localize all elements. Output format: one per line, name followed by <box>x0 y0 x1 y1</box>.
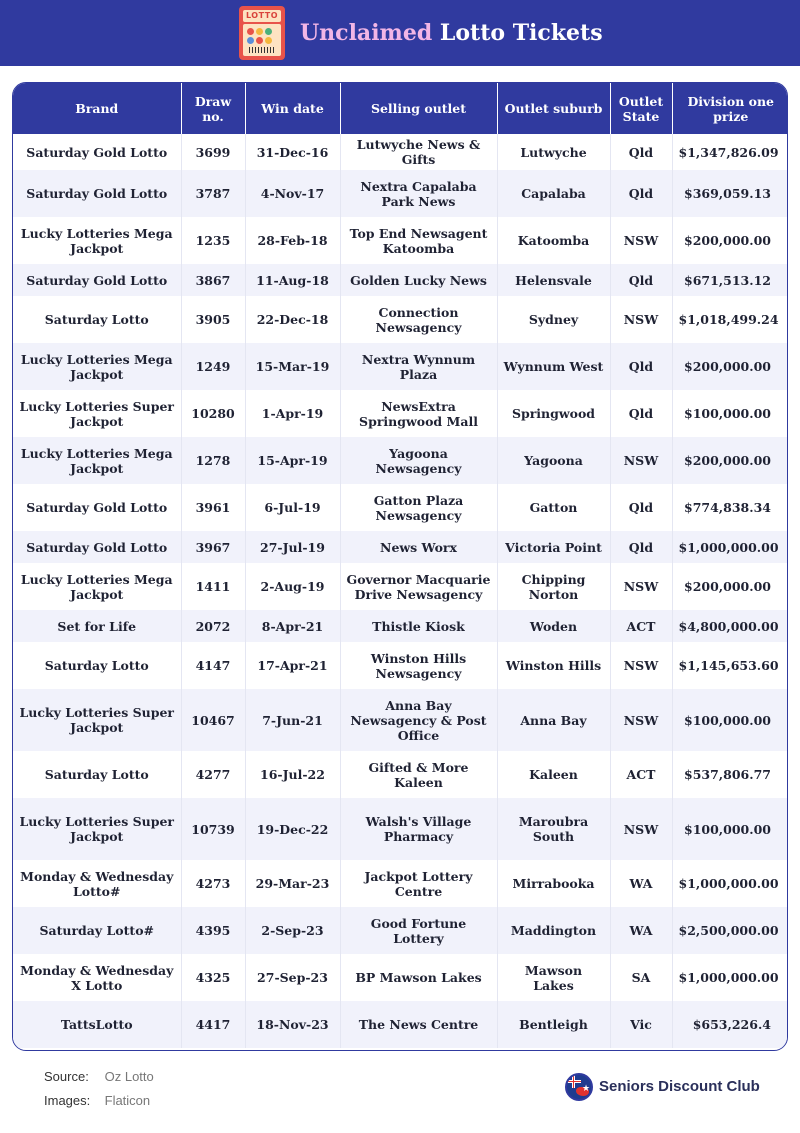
selling-outlet-cell: Thistle Kiosk <box>340 610 497 642</box>
column-header-division-one-prize: Division one prize <box>672 83 788 134</box>
table-row <box>13 264 788 296</box>
brand-cell: Lucky Lotteries Super Jackpot <box>13 390 181 437</box>
win-date-cell: 2-Aug-19 <box>245 563 340 610</box>
division-one-prize-cell: $100,000.00 <box>672 798 788 860</box>
table-row <box>13 860 788 907</box>
selling-outlet-cell: Jackpot Lottery Centre <box>340 860 497 907</box>
table-row <box>13 642 788 689</box>
selling-outlet-cell: Winston Hills Newsagency <box>340 642 497 689</box>
division-one-prize-cell: $4,800,000.00 <box>672 610 788 642</box>
draw-no-cell: 10280 <box>181 390 245 437</box>
brand-cell: Lucky Lotteries Mega Jackpot <box>13 563 181 610</box>
table-row <box>13 563 788 610</box>
selling-outlet-cell: Lutwyche News & Gifts <box>340 134 497 170</box>
win-date-cell: 27-Jul-19 <box>245 531 340 563</box>
table-row <box>13 134 788 170</box>
brand-cell: Lucky Lotteries Mega Jackpot <box>13 437 181 484</box>
selling-outlet-cell: News Worx <box>340 531 497 563</box>
division-one-prize-cell: $537,806.77 <box>672 751 788 798</box>
brand-cell: Saturday Lotto# <box>13 907 181 954</box>
table-row <box>13 954 788 1001</box>
draw-no-cell: 1249 <box>181 343 245 390</box>
page-title-accent: Unclaimed <box>300 20 433 46</box>
outlet-suburb-cell: Mawson Lakes <box>497 954 610 1001</box>
table-row <box>13 170 788 217</box>
brand-cell: Monday & Wednesday X Lotto <box>13 954 181 1001</box>
table-row <box>13 390 788 437</box>
draw-no-cell: 4273 <box>181 860 245 907</box>
win-date-cell: 11-Aug-18 <box>245 264 340 296</box>
division-one-prize-cell: $1,145,653.60 <box>672 642 788 689</box>
header-banner <box>0 0 800 66</box>
draw-no-cell: 4147 <box>181 642 245 689</box>
draw-no-cell: 10467 <box>181 689 245 751</box>
outlet-suburb-cell: Helensvale <box>497 264 610 296</box>
brand-cell: Saturday Gold Lotto <box>13 134 181 170</box>
table-row <box>13 610 788 642</box>
outlet-state-cell: Qld <box>610 390 672 437</box>
selling-outlet-cell: Nextra Capalaba Park News <box>340 170 497 217</box>
table-row <box>13 531 788 563</box>
selling-outlet-cell: Anna Bay Newsagency & Post Office <box>340 689 497 751</box>
lotto-ticket-icon-label: LOTTO <box>245 11 278 20</box>
outlet-state-cell: Qld <box>610 170 672 217</box>
outlet-suburb-cell: Lutwyche <box>497 134 610 170</box>
outlet-suburb-cell: Yagoona <box>497 437 610 484</box>
draw-no-cell: 1278 <box>181 437 245 484</box>
column-header-draw-no: Draw no. <box>181 83 245 134</box>
table-header-row <box>13 83 788 134</box>
draw-no-cell: 10739 <box>181 798 245 860</box>
selling-outlet-cell: Yagoona Newsagency <box>340 437 497 484</box>
division-one-prize-cell: $369,059.13 <box>672 170 788 217</box>
division-one-prize-cell: $774,838.34 <box>672 484 788 531</box>
column-header-selling-outlet: Selling outlet <box>340 83 497 134</box>
selling-outlet-cell: NewsExtra Springwood Mall <box>340 390 497 437</box>
division-one-prize-cell: $671,513.12 <box>672 264 788 296</box>
brand-name: Seniors Discount Club <box>599 1078 760 1095</box>
table-row <box>13 217 788 264</box>
outlet-suburb-cell: Capalaba <box>497 170 610 217</box>
win-date-cell: 4-Nov-17 <box>245 170 340 217</box>
outlet-suburb-cell: Springwood <box>497 390 610 437</box>
win-date-cell: 22-Dec-18 <box>245 296 340 343</box>
win-date-cell: 8-Apr-21 <box>245 610 340 642</box>
draw-no-cell: 3961 <box>181 484 245 531</box>
brand-cell: Saturday Lotto <box>13 751 181 798</box>
table-row <box>13 798 788 860</box>
outlet-state-cell: NSW <box>610 798 672 860</box>
images-value: Flaticon <box>104 1093 151 1108</box>
outlet-state-cell: NSW <box>610 689 672 751</box>
outlet-suburb-cell: Victoria Point <box>497 531 610 563</box>
draw-no-cell: 3867 <box>181 264 245 296</box>
win-date-cell: 6-Jul-19 <box>245 484 340 531</box>
column-header-outlet-state: Outlet State <box>610 83 672 134</box>
win-date-cell: 1-Apr-19 <box>245 390 340 437</box>
outlet-state-cell: NSW <box>610 642 672 689</box>
win-date-cell: 15-Mar-19 <box>245 343 340 390</box>
australia-flag-logo-icon: ★ <box>565 1073 593 1101</box>
outlet-suburb-cell: Anna Bay <box>497 689 610 751</box>
outlet-suburb-cell: Kaleen <box>497 751 610 798</box>
selling-outlet-cell: The News Centre <box>340 1001 497 1048</box>
outlet-suburb-cell: Wynnum West <box>497 343 610 390</box>
selling-outlet-cell: BP Mawson Lakes <box>340 954 497 1001</box>
column-header-brand: Brand <box>13 83 181 134</box>
division-one-prize-cell: $1,000,000.00 <box>672 531 788 563</box>
table-body <box>13 134 788 1048</box>
outlet-state-cell: Qld <box>610 484 672 531</box>
table-row <box>13 751 788 798</box>
win-date-cell: 16-Jul-22 <box>245 751 340 798</box>
selling-outlet-cell: Golden Lucky News <box>340 264 497 296</box>
brand-cell: TattsLotto <box>13 1001 181 1048</box>
brand-cell: Lucky Lotteries Super Jackpot <box>13 798 181 860</box>
page-title <box>300 17 603 49</box>
draw-no-cell: 4277 <box>181 751 245 798</box>
selling-outlet-cell: Good Fortune Lottery <box>340 907 497 954</box>
outlet-state-cell: ACT <box>610 610 672 642</box>
outlet-state-cell: Qld <box>610 134 672 170</box>
table-row <box>13 437 788 484</box>
win-date-cell: 19-Dec-22 <box>245 798 340 860</box>
draw-no-cell: 1411 <box>181 563 245 610</box>
outlet-suburb-cell: Chipping Norton <box>497 563 610 610</box>
outlet-suburb-cell: Maddington <box>497 907 610 954</box>
division-one-prize-cell: $100,000.00 <box>672 689 788 751</box>
outlet-state-cell: Qld <box>610 343 672 390</box>
outlet-state-cell: NSW <box>610 563 672 610</box>
source-label: Source: <box>44 1069 89 1084</box>
selling-outlet-cell: Top End Newsagent Katoomba <box>340 217 497 264</box>
brand-cell: Lucky Lotteries Mega Jackpot <box>13 217 181 264</box>
footer <box>0 1060 800 1133</box>
draw-no-cell: 4325 <box>181 954 245 1001</box>
outlet-suburb-cell: Winston Hills <box>497 642 610 689</box>
win-date-cell: 18-Nov-23 <box>245 1001 340 1048</box>
outlet-state-cell: ACT <box>610 751 672 798</box>
outlet-suburb-cell: Mirrabooka <box>497 860 610 907</box>
brand-cell: Saturday Lotto <box>13 296 181 343</box>
brand-cell: Lucky Lotteries Mega Jackpot <box>13 343 181 390</box>
win-date-cell: 31-Dec-16 <box>245 134 340 170</box>
selling-outlet-cell: Nextra Wynnum Plaza <box>340 343 497 390</box>
draw-no-cell: 3699 <box>181 134 245 170</box>
selling-outlet-cell: Governor Macquarie Drive Newsagency <box>340 563 497 610</box>
outlet-suburb-cell: Gatton <box>497 484 610 531</box>
brand-cell: Saturday Gold Lotto <box>13 264 181 296</box>
win-date-cell: 28-Feb-18 <box>245 217 340 264</box>
win-date-cell: 7-Jun-21 <box>245 689 340 751</box>
outlet-suburb-cell: Sydney <box>497 296 610 343</box>
draw-no-cell: 4417 <box>181 1001 245 1048</box>
table-row <box>13 1001 788 1048</box>
division-one-prize-cell: $200,000.00 <box>672 217 788 264</box>
draw-no-cell: 4395 <box>181 907 245 954</box>
brand-cell: Saturday Gold Lotto <box>13 531 181 563</box>
brand-cell: Set for Life <box>13 610 181 642</box>
draw-no-cell: 1235 <box>181 217 245 264</box>
column-header-win-date: Win date <box>245 83 340 134</box>
outlet-suburb-cell: Maroubra South <box>497 798 610 860</box>
page-title-rest: Lotto Tickets <box>439 20 603 46</box>
outlet-state-cell: Vic <box>610 1001 672 1048</box>
division-one-prize-cell: $200,000.00 <box>672 563 788 610</box>
outlet-state-cell: NSW <box>610 437 672 484</box>
outlet-state-cell: NSW <box>610 296 672 343</box>
division-one-prize-cell: $200,000.00 <box>672 437 788 484</box>
table-row <box>13 296 788 343</box>
outlet-state-cell: SA <box>610 954 672 1001</box>
division-one-prize-cell: $1,347,826.09 <box>672 134 788 170</box>
outlet-state-cell: WA <box>610 907 672 954</box>
outlet-suburb-cell: Bentleigh <box>497 1001 610 1048</box>
brand-cell: Saturday Gold Lotto <box>13 484 181 531</box>
brand-cell: Saturday Lotto <box>13 642 181 689</box>
win-date-cell: 15-Apr-19 <box>245 437 340 484</box>
outlet-state-cell: Qld <box>610 264 672 296</box>
brand-cell: Lucky Lotteries Super Jackpot <box>13 689 181 751</box>
table-row <box>13 907 788 954</box>
division-one-prize-cell: $1,018,499.24 <box>672 296 788 343</box>
column-header-outlet-suburb: Outlet suburb <box>497 83 610 134</box>
win-date-cell: 17-Apr-21 <box>245 642 340 689</box>
selling-outlet-cell: Walsh's Village Pharmacy <box>340 798 497 860</box>
images-label: Images: <box>44 1093 91 1108</box>
win-date-cell: 27-Sep-23 <box>245 954 340 1001</box>
source-value: Oz Lotto <box>104 1069 154 1084</box>
outlet-state-cell: Qld <box>610 531 672 563</box>
division-one-prize-cell: $1,000,000.00 <box>672 954 788 1001</box>
win-date-cell: 2-Sep-23 <box>245 907 340 954</box>
draw-no-cell: 3905 <box>181 296 245 343</box>
division-one-prize-cell: $100,000.00 <box>672 390 788 437</box>
brand-cell: Monday & Wednesday Lotto# <box>13 860 181 907</box>
selling-outlet-cell: Gifted & More Kaleen <box>340 751 497 798</box>
table-row <box>13 484 788 531</box>
brand-cell: Saturday Gold Lotto <box>13 170 181 217</box>
draw-no-cell: 3787 <box>181 170 245 217</box>
division-one-prize-cell: $1,000,000.00 <box>672 860 788 907</box>
outlet-suburb-cell: Katoomba <box>497 217 610 264</box>
division-one-prize-cell: $653,226.4 <box>672 1001 788 1048</box>
table-row <box>13 343 788 390</box>
draw-no-cell: 3967 <box>181 531 245 563</box>
images-credit <box>44 1093 150 1108</box>
division-one-prize-cell: $2,500,000.00 <box>672 907 788 954</box>
outlet-state-cell: WA <box>610 860 672 907</box>
lotto-ticket-icon <box>239 6 285 60</box>
table-row <box>13 689 788 751</box>
outlet-state-cell: NSW <box>610 217 672 264</box>
division-one-prize-cell: $200,000.00 <box>672 343 788 390</box>
unclaimed-tickets-table <box>12 82 788 1051</box>
source-credit <box>44 1069 154 1084</box>
draw-no-cell: 2072 <box>181 610 245 642</box>
selling-outlet-cell: Gatton Plaza Newsagency <box>340 484 497 531</box>
win-date-cell: 29-Mar-23 <box>245 860 340 907</box>
outlet-suburb-cell: Woden <box>497 610 610 642</box>
selling-outlet-cell: Connection Newsagency <box>340 296 497 343</box>
